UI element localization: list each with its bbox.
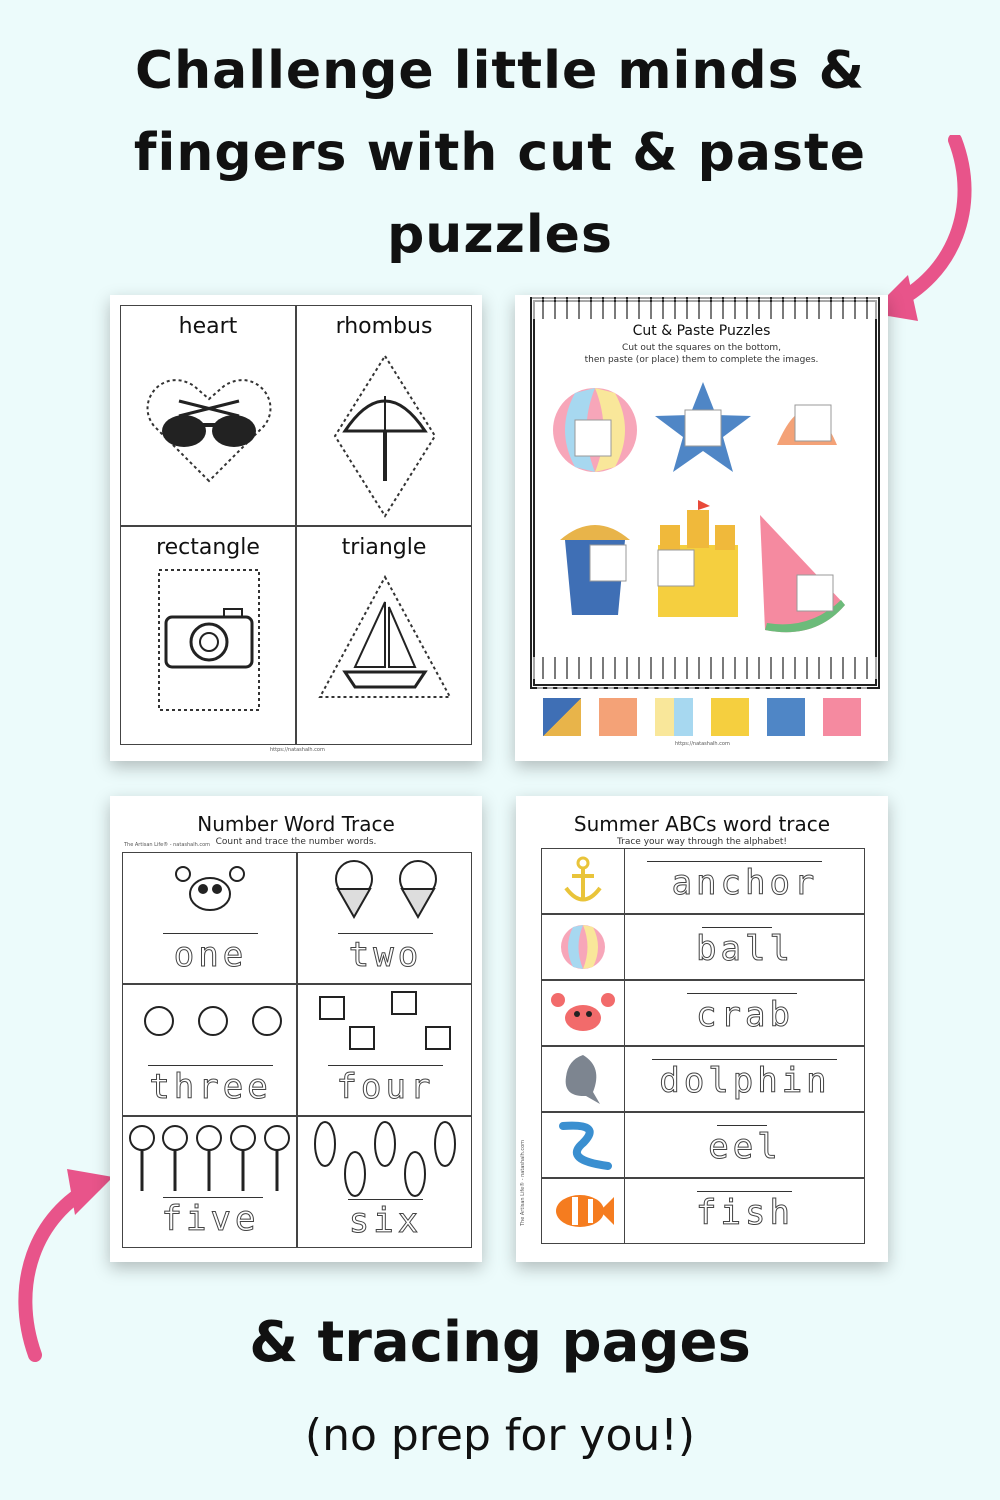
sand-bucket-icon [550,510,640,620]
trace-word: eel [708,1127,782,1167]
sheet-title: Cut & Paste Puzzles [632,323,771,339]
abc-row [541,1112,865,1178]
trace-word: anchor [671,863,819,903]
puzzle-piece [767,698,805,736]
number-cell-three [122,984,297,1116]
number-cell-four [297,984,472,1116]
puzzle-piece [823,698,861,736]
seashell-icon [767,390,847,460]
trace-line [702,927,772,928]
anchor-icon [558,856,608,906]
trace-word: three [149,1067,272,1107]
palm-tree-icon [125,1123,295,1193]
sun-icon [131,993,291,1053]
shapes-worksheet [110,295,482,761]
trace-word: four [336,1067,435,1107]
sandcastle-icon [650,500,745,620]
beach-ball-icon [550,385,640,475]
trace-line [338,933,433,934]
abc-icon-cell [542,981,625,1045]
abc-row [541,914,865,980]
number-cell-one [122,852,297,984]
headline-line-3: puzzles [387,205,613,265]
cut-paste-worksheet [515,295,888,761]
dolphin-icon [558,1052,608,1107]
decorative-border-bottom [530,657,880,679]
trace-word: one [173,935,248,975]
abc-row [541,1046,865,1112]
decorative-border-top [530,297,880,319]
eel-icon [553,1118,613,1173]
sheet-credit: The Artisan Life® - natashalh.com [520,1139,526,1226]
clownfish-icon [550,1189,616,1234]
sheet-credit: The Artisan Life® - natashalh.com [124,842,211,848]
trace-line [717,1125,767,1126]
trace-word: five [161,1199,260,1239]
headline [0,30,1000,276]
starfish-icon [653,380,753,475]
trace-line [687,993,797,994]
sheet-footnote: https://natashalh.com [270,747,325,753]
sunglasses-icon [139,361,279,491]
shape-cell-rhombus [296,305,472,526]
trace-word: dolphin [659,1061,831,1101]
headline-line-1: Challenge little minds & [134,41,865,101]
trace-line [148,1065,273,1066]
puzzle-piece [711,698,749,736]
shape-label: triangle [341,535,427,560]
sheet-instructions: Cut out the squares on the bottom, [622,343,781,353]
shape-label: rectangle [156,535,260,560]
puzzle-piece [543,698,581,736]
sheet-subtitle: Trace your way through the alphabet! [616,837,788,847]
trace-word: six [348,1201,423,1241]
abc-trace-worksheet [516,796,888,1262]
abc-icon-cell [542,915,625,979]
umbrella-icon [330,351,440,521]
abc-row [541,848,865,914]
crab-icon [550,988,616,1038]
puzzle-piece [655,698,693,736]
abc-icon-cell [542,1113,625,1177]
shape-cell-triangle [296,526,472,745]
number-cell-two [297,852,472,984]
shape-cell-rectangle [120,526,296,745]
number-cell-six [297,1116,472,1248]
surfboard-icon [310,1119,460,1204]
trace-word: crab [696,995,794,1035]
trace-line [652,1059,837,1060]
trace-word: ball [696,929,794,969]
puzzle-piece [599,698,637,736]
sheet-footnote: https://natashalh.com [675,741,730,747]
abc-icon-cell [542,849,625,913]
footer-heading: & tracing pages [249,1310,751,1375]
sheet-subtitle: Count and trace the number words. [215,837,377,847]
ice-cream-icon [326,859,446,919]
abc-icon-cell [542,1047,625,1111]
trace-word: fish [696,1193,794,1233]
shape-label: heart [178,314,238,339]
abc-icon-cell [542,1179,625,1243]
sheet-title: Number Word Trace [197,812,395,836]
abc-row [541,980,865,1046]
sheet-instructions: then paste (or place) them to complete the images. [584,355,819,365]
sheet-title: Summer ABCs word trace [573,812,831,836]
trace-word: two [348,935,423,975]
bucket-icon [310,987,460,1062]
headline-line-2: fingers with cut & paste [133,123,867,183]
watermelon-icon [755,510,850,640]
number-cell-five [122,1116,297,1248]
shape-cell-heart [120,305,296,526]
trace-line [163,933,258,934]
beach-ball-icon [558,922,608,972]
abc-row [541,1178,865,1244]
trace-line [697,1191,792,1192]
shape-label: rhombus [335,314,433,339]
number-trace-worksheet [110,796,482,1262]
trace-line [163,1197,263,1198]
trace-line [348,1199,423,1200]
sailboat-icon [315,572,455,702]
trace-line [647,861,822,862]
camera-icon [154,567,264,717]
footer-subheading: (no prep for you!) [304,1410,696,1461]
crab-icon [175,859,245,919]
cut-line [537,687,867,689]
trace-line [328,1065,443,1066]
